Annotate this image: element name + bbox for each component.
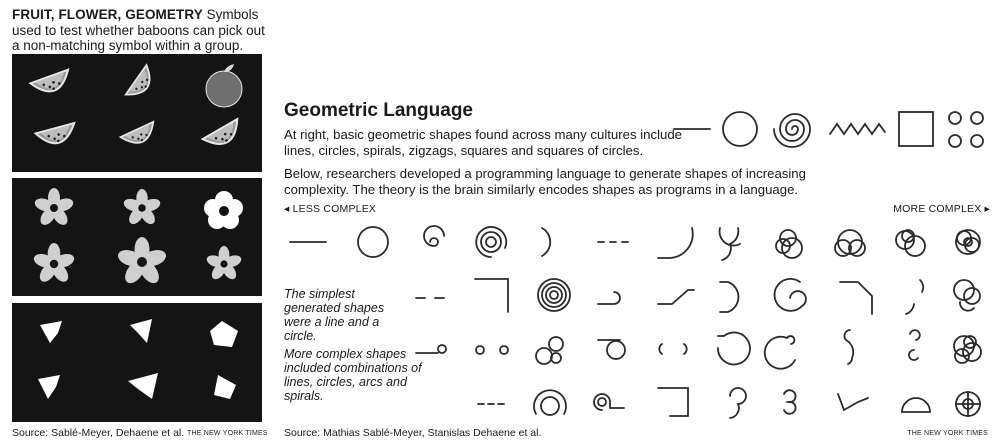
circle-shape <box>723 112 757 146</box>
overlap-circles-shape <box>536 337 563 364</box>
white-flower-icon <box>204 191 243 229</box>
shape-row-3 <box>416 330 981 369</box>
shape-row-2 <box>416 279 980 314</box>
flower-icon <box>33 188 75 228</box>
overlap-circles-shape <box>956 230 980 254</box>
overlap-circles-shape <box>954 280 980 311</box>
overlap-circles-shape <box>776 230 802 258</box>
method-paragraph: Below, researchers developed a programming language to generate shapes of increasing complexity. The theory is the brain similarly encodes shapes as programs in a language. <box>284 166 806 197</box>
half-circle-shape <box>902 398 930 412</box>
basic-shapes <box>670 100 995 162</box>
intro-body: Symbols used to test whether baboons can pick out a non-matching symbol within a group. <box>12 7 265 53</box>
intro-kicker: FRUIT, FLOWER, GEOMETRY <box>12 7 203 22</box>
right-source: Source: Mathias Sablé-Meyer, Stanislas Dehaene et al. <box>284 427 542 439</box>
circle-arc-shape <box>534 390 566 415</box>
intro-paragraph: At right, basic geometric shapes found across many cultures include lines, circles, spirals, zigzags, squares and squares of circles. <box>284 127 683 158</box>
intro-text <box>12 7 274 54</box>
three-shape <box>784 390 796 414</box>
zigzag-shape <box>830 124 885 134</box>
quadrilateral-shape <box>128 373 158 399</box>
spiral-shape <box>774 114 810 147</box>
six-shape <box>775 279 806 311</box>
overlap-circles-shape <box>896 230 925 256</box>
watermelon-icon <box>126 65 158 102</box>
loop-shape <box>720 228 740 260</box>
left-source: Source: Sablé-Meyer, Dehaene et al. <box>12 427 185 439</box>
less-complex-label: ◂ LESS COMPLEX <box>284 203 377 215</box>
flower-panel <box>12 178 262 296</box>
quadrilateral-shape <box>130 319 152 343</box>
curl-circle-shape <box>765 336 795 369</box>
flower-icon <box>32 243 76 285</box>
line-hook-shape <box>598 292 620 304</box>
nine-shape <box>730 388 746 418</box>
bracket-arcs-shape <box>659 344 686 354</box>
bent-line-shape <box>658 290 694 304</box>
bent-corner-shape <box>840 282 872 314</box>
caption-complex: More complex shapes included combinations of lines, circles, arcs and spirals. <box>284 347 422 403</box>
watermelon-icon <box>36 123 79 148</box>
spiral-shape <box>538 279 570 311</box>
watermelon-icon <box>30 70 73 98</box>
fruit-panel <box>12 54 262 172</box>
geometry-panel <box>12 303 262 422</box>
overlap-circles-shape <box>954 336 981 363</box>
flower-icon <box>122 189 162 227</box>
curl-shape <box>424 226 444 246</box>
quadrilateral-shape <box>214 375 236 399</box>
left-credit: THE NEW YORK TIMES <box>187 430 268 437</box>
spiral-shape <box>476 227 506 257</box>
apple-icon <box>206 64 242 107</box>
corner-shape <box>475 279 508 312</box>
line-circle-shape <box>598 340 625 359</box>
spiral-line-shape <box>594 394 624 410</box>
caption-simplest: The simplest generated shapes were a line and a circle. <box>284 287 385 343</box>
watermelon-icon <box>121 122 159 149</box>
flower-icon <box>205 246 243 282</box>
broken-arc-shape <box>906 280 923 314</box>
square-of-circles-shape <box>949 112 983 147</box>
pentagon-shape <box>210 321 238 347</box>
overlap-circles-shape <box>956 392 980 416</box>
broken-s-shape <box>909 330 920 360</box>
right-credit: THE NEW YORK TIMES <box>907 430 988 437</box>
shape-row-4 <box>478 388 980 418</box>
s-curve-shape <box>844 330 853 364</box>
open-circle-shape <box>718 332 750 364</box>
arc-shape <box>542 228 550 256</box>
watermelon-icon <box>203 119 245 152</box>
two-circles-shape <box>476 346 508 354</box>
d-shape <box>720 282 738 312</box>
circle-shape <box>358 227 388 257</box>
square-shape <box>899 112 933 146</box>
corner-shape <box>658 388 688 416</box>
quadrilateral-shape <box>40 321 62 343</box>
overlap-circles-shape <box>835 230 865 256</box>
bent-lines-shape <box>838 394 868 410</box>
more-complex-label: MORE COMPLEX ▸ <box>893 203 990 215</box>
line-arc-shape <box>658 228 693 258</box>
shape-row-1 <box>290 226 980 260</box>
page-title: Geometric Language <box>284 100 473 121</box>
flower-icon <box>116 237 168 287</box>
quadrilateral-shape <box>38 375 60 399</box>
